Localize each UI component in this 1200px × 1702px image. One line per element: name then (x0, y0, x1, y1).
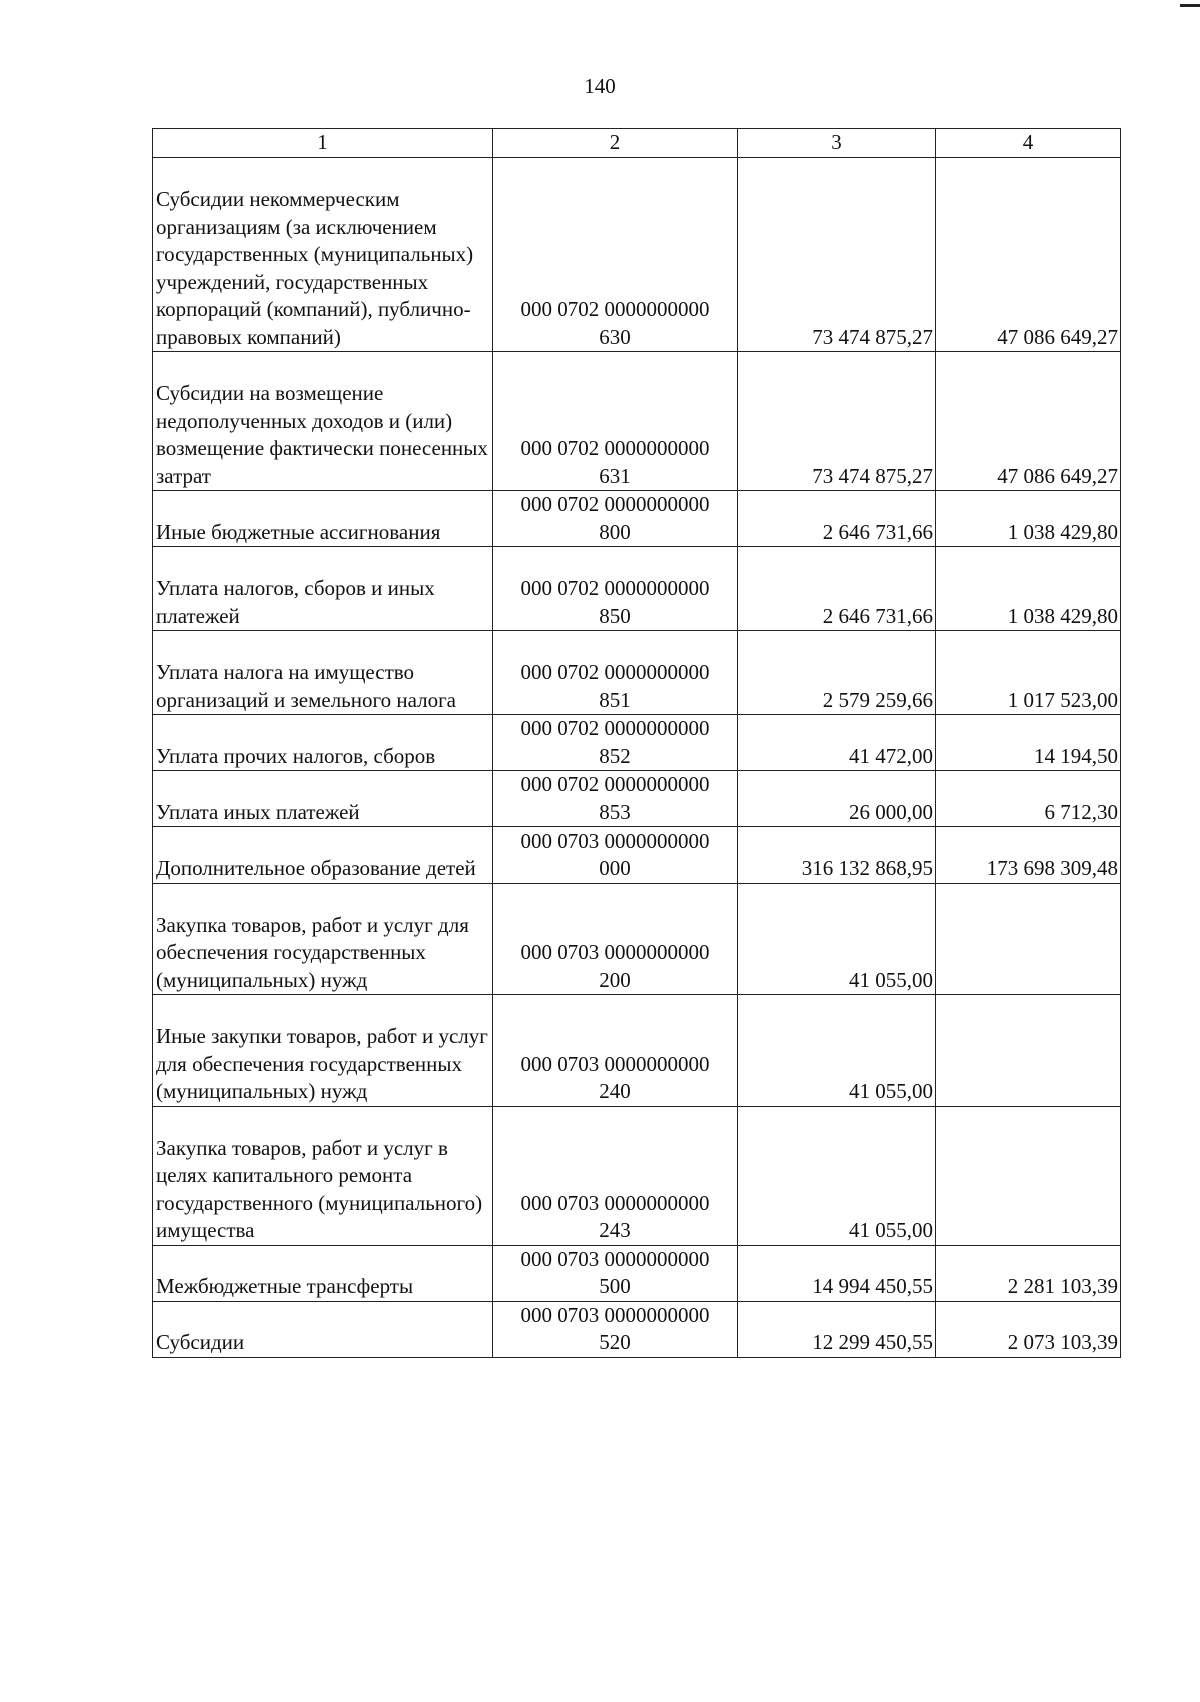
table-header-row (153, 129, 1121, 158)
row-code-line1: 000 0702 0000000000 (520, 297, 710, 321)
row-code-line1: 000 0703 0000000000 (520, 828, 710, 853)
table-row (153, 883, 1121, 995)
row-col4 (936, 883, 1121, 995)
table-row (153, 771, 1121, 827)
row-code (493, 715, 738, 771)
row-code (493, 158, 738, 352)
row-name: Субсидии на возмещение недополученных доходов и (или) возмещение фактически понесенных затрат (153, 352, 493, 491)
row-col3: 73 474 875,27 (738, 352, 936, 491)
row-col4 (936, 1106, 1121, 1245)
row-code-line2: 000 (599, 856, 631, 880)
table-row (153, 158, 1121, 352)
row-col4: 1 017 523,00 (936, 631, 1121, 715)
row-code (493, 827, 738, 884)
table-row (153, 547, 1121, 631)
row-name: Уплата иных платежей (153, 771, 493, 827)
row-code-line1: 000 0702 0000000000 (520, 716, 710, 740)
row-name: Закупка товаров, работ и услуг для обеспечения государственных (муниципальных) нужд (153, 883, 493, 995)
table-row (153, 1301, 1121, 1357)
header-col-3: 3 (738, 129, 936, 158)
row-name: Иные бюджетные ассигнования (153, 491, 493, 547)
row-code (493, 1301, 738, 1357)
row-name: Уплата прочих налогов, сборов (153, 715, 493, 771)
row-col4: 47 086 649,27 (936, 352, 1121, 491)
row-col3: 2 646 731,66 (738, 547, 936, 631)
table-row (153, 1245, 1121, 1301)
row-col4: 1 038 429,80 (936, 491, 1121, 547)
row-code (493, 631, 738, 715)
row-col4: 173 698 309,48 (936, 827, 1121, 884)
table-row (153, 995, 1121, 1107)
table-row (153, 631, 1121, 715)
row-code-line1: 000 0702 0000000000 (520, 576, 710, 600)
row-col4: 47 086 649,27 (936, 158, 1121, 352)
row-code-line2: 852 (599, 743, 631, 768)
row-col3: 41 055,00 (738, 883, 936, 995)
corner-mark (1180, 4, 1200, 7)
header-col-1: 1 (153, 129, 493, 158)
row-col3: 12 299 450,55 (738, 1301, 936, 1357)
row-code (493, 352, 738, 491)
row-code-line2: 631 (599, 463, 631, 488)
row-code-line2: 520 (599, 1330, 631, 1354)
row-code-line1: 000 0703 0000000000 (520, 940, 710, 964)
row-code-line2: 243 (599, 1218, 631, 1242)
row-code-line1: 000 0702 0000000000 (520, 660, 710, 684)
row-code-line2: 853 (599, 799, 631, 824)
header-col-4: 4 (936, 129, 1121, 158)
row-code-line1: 000 0702 0000000000 (520, 436, 710, 460)
table-row (153, 827, 1121, 884)
row-col4: 1 038 429,80 (936, 547, 1121, 631)
row-col4 (936, 995, 1121, 1107)
header-col-2: 2 (493, 129, 738, 158)
table-row (153, 352, 1121, 491)
row-code (493, 995, 738, 1107)
row-col3: 14 994 450,55 (738, 1245, 936, 1301)
row-code-line2: 500 (599, 1274, 631, 1298)
row-code-line2: 200 (599, 967, 631, 992)
row-col3: 316 132 868,95 (738, 827, 936, 884)
row-col3: 41 055,00 (738, 995, 936, 1107)
row-code (493, 883, 738, 995)
row-name: Иные закупки товаров, работ и услуг для обеспечения государственных (муниципальных) нужд (153, 995, 493, 1107)
row-code (493, 771, 738, 827)
row-code-line1: 000 0703 0000000000 (520, 1051, 710, 1076)
row-code (493, 1245, 738, 1301)
row-code-line1: 000 0703 0000000000 (520, 1246, 710, 1271)
row-code (493, 491, 738, 547)
table-row (153, 491, 1121, 547)
row-code-line1: 000 0702 0000000000 (520, 492, 710, 516)
row-code-line2: 850 (599, 603, 631, 628)
row-code-line1: 000 0703 0000000000 (520, 1190, 710, 1215)
row-col3: 73 474 875,27 (738, 158, 936, 352)
row-col4: 6 712,30 (936, 771, 1121, 827)
row-name: Закупка товаров, работ и услуг в целях капитального ремонта государственного (муниципального) имущества (153, 1106, 493, 1245)
row-code-line1: 000 0703 0000000000 (520, 1302, 710, 1327)
row-name: Уплата налога на имущество организаций и земельного налога (153, 631, 493, 715)
row-code (493, 547, 738, 631)
row-col4: 2 281 103,39 (936, 1245, 1121, 1301)
row-name: Межбюджетные трансферты (153, 1245, 493, 1301)
row-code-line2: 630 (599, 324, 631, 349)
table-row (153, 1106, 1121, 1245)
table-row (153, 715, 1121, 771)
row-name: Субсидии некоммерческим организациям (за исключением государственных (муниципальных) учреждений, государственных корпораций (компаний), публично-правовых компаний) (153, 158, 493, 352)
row-code-line2: 851 (599, 687, 631, 712)
row-code-line1: 000 0702 0000000000 (520, 772, 710, 796)
budget-table (152, 128, 1121, 1358)
row-code-line2: 800 (599, 519, 631, 544)
row-col3: 2 579 259,66 (738, 631, 936, 715)
row-code (493, 1106, 738, 1245)
row-col3: 2 646 731,66 (738, 491, 936, 547)
row-col4: 2 073 103,39 (936, 1301, 1121, 1357)
row-name: Уплата налогов, сборов и иных платежей (153, 547, 493, 631)
page-number: 140 (584, 74, 616, 98)
row-name: Дополнительное образование детей (153, 827, 493, 884)
row-col3: 26 000,00 (738, 771, 936, 827)
row-col4: 14 194,50 (936, 715, 1121, 771)
row-col3: 41 472,00 (738, 715, 936, 771)
row-code-line2: 240 (599, 1079, 631, 1103)
row-name: Субсидии (153, 1301, 493, 1357)
row-col3: 41 055,00 (738, 1106, 936, 1245)
